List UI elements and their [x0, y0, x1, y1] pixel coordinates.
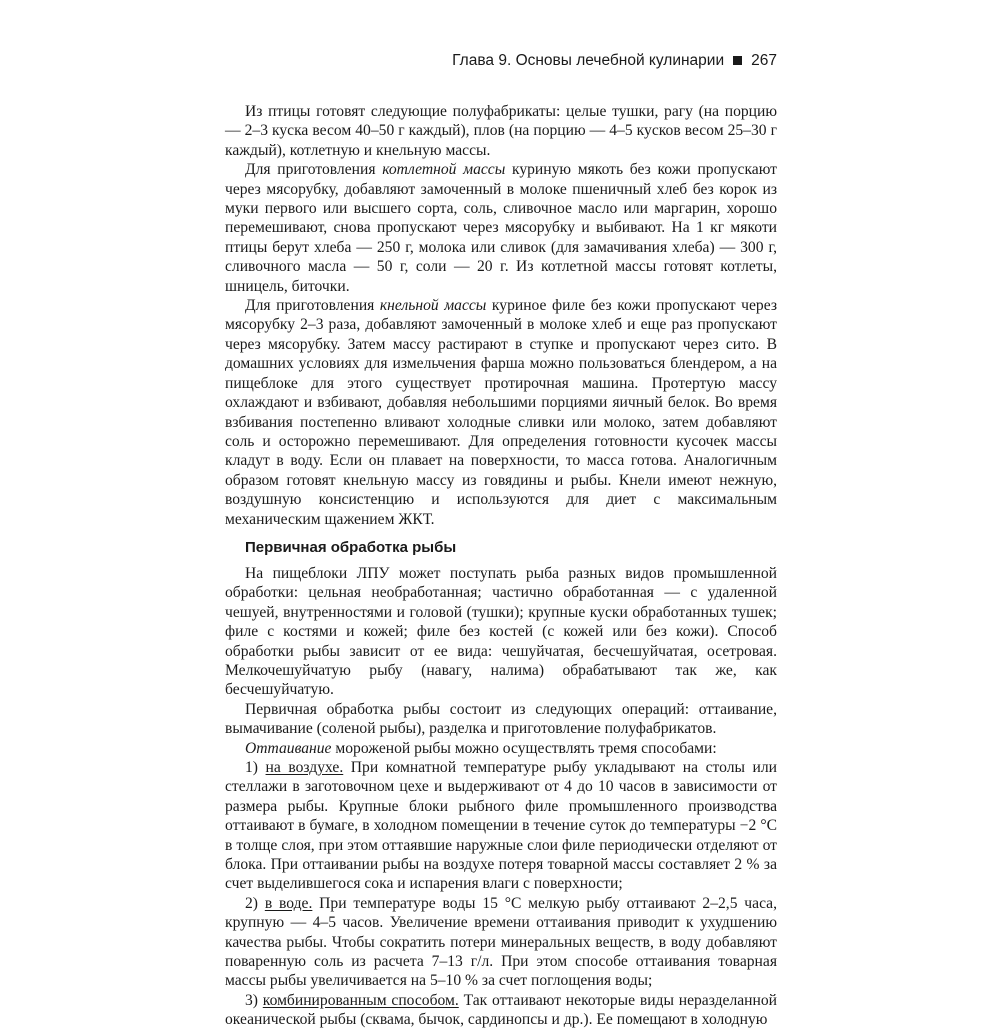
- term-cutlet-mass: котлетной массы: [382, 161, 506, 179]
- page-number: 267: [751, 52, 777, 69]
- paragraph-quenelle-mass: Для приготовления кнельной массы куриное филе без кожи пропускают через мясорубку 2–3 раза, добавляют замоченный в молоке хлеб и еще раз пропускают через мясорубку. Затем массу растирают в ступке и пропускают через сито. В домашних условиях для измельчения фарша можно пользоваться блендером, а на пищеблоке для этого существует протирочная машина. Протертую массу охлаждают и взбивают, добавляя небольшими порциями яичный белок. Во время взбивания постепенно вливают холодные сливки или молоко, затем добавляют соль и осторожно перемешивают. Для определения готовности кусочек массы кладут в воду. Если он плавает на поверхности, то масса готова. Аналогичным образом готовят кнельную массу из говядины и рыбы. Кнели имеют нежную, воздушную консистенцию и используются для диет с максимальным механическим щажением ЖКТ.: [225, 297, 777, 528]
- paragraph-cutlet-mass: Для приготовления котлетной массы куриную мякоть без кожи пропускают через мясорубку, добавляют замоченный в молоке пшеничный хлеб без корок из муки первого или высшего сорта, соль, сливочное масло или маргарин, хорошо перемешивают, снова пропускают через мясорубку и выбивают. На 1 кг мякоти птицы берут хлеба — 250 г, молока или сливок (для замачивания хлеба) — 300 г, сливочного масла — 50 г, соли — 20 г. Из котлетной массы готовят котлеты, шницель, биточки.: [225, 161, 777, 295]
- chapter-title: Глава 9. Основы лечебной кулинарии: [452, 52, 725, 69]
- paragraph-fish-operations: Первичная обработка рыбы состоит из следующих операций: оттаивание, вымачивание (соленой рыбы), разделка и приготовление полуфабрикатов.: [225, 700, 777, 738]
- paragraph-fish-supply: На пищеблоки ЛПУ может поступать рыба разных видов промышленной обработки: цельная необработанная; частично обработанная — с удаленной чешуей, внутренностями и головой (тушки); крупные куски обработанных тушек; филе с костями и кожей; филе без костей (с кожей или без кожи). Способ обработки рыбы зависит от ее вида: чешуйчатая, бесчешуйчатая, осетровая. Мелкочешуйчатую рыбу (навагу, налима) обрабатывают так же, как бесчешуйчатую.: [225, 564, 777, 699]
- paragraph-thawing-intro: Оттаивание мороженой рыбы можно осуществлять тремя способами:: [245, 739, 717, 757]
- term-in-air: на воздухе.: [265, 759, 344, 776]
- running-head: [225, 51, 777, 71]
- page-body: [225, 102, 777, 1030]
- term-thawing: Оттаивание: [245, 739, 332, 757]
- list-item-air-thawing: 1) на воздухе. При комнатной температуре рыбу укладывают на столы или стеллажи в заготовочном цехе и выдерживают от 4 до 10 часов в зависимости от размера рыбы. Крупные блоки рыбного филе промышленного производства оттаивают в бумаге, в холодном помещении в течение суток до температуры −2 °С в толще слоя, при этом оттаявшие наружные слои филе периодически отделяют от блока. При оттаивании рыбы на воздухе потеря товарной массы составляет 2 % за счет выделившегося сока и испарения влаги с поверхности;: [225, 759, 777, 893]
- separator-square-icon: [733, 56, 742, 65]
- term-quenelle-mass: кнельной массы: [379, 297, 487, 315]
- list-item-water-thawing: 2) в воде. При температуре воды 15 °С мелкую рыбу оттаивают 2–2,5 часа, крупную — 4–5 часов. Увеличение времени оттаивания приводит к ухудшению качества рыбы. Чтобы сократить потери минеральных веществ, в воду добавляют поваренную соль из расчета 7–13 г/л. При этом способе оттаивания товарная массы рыбы увеличивается на 5–10 % за счет поглощения воды;: [225, 894, 778, 990]
- section-heading-fish-processing: Первичная обработка рыбы: [245, 538, 457, 556]
- paragraph-poultry-semis: Из птицы готовят следующие полуфабрикаты: целые тушки, рагу (на порцию — 2–3 куска весом 40–50 г каждый), плов (на порцию — 4–5 кусков весом 25–30 г каждый), котлетную и кнельную массы.: [225, 103, 777, 159]
- term-in-water: в воде.: [264, 894, 313, 912]
- list-item-combined-thawing: 3) комбинированным способом. Так оттаивают некоторые виды неразделанной океанической рыбы (сквама, бычок, сардинопсы и др.). Ее помещают в холодную: [225, 991, 777, 1029]
- term-combined: комбинированным способом.: [262, 991, 459, 1009]
